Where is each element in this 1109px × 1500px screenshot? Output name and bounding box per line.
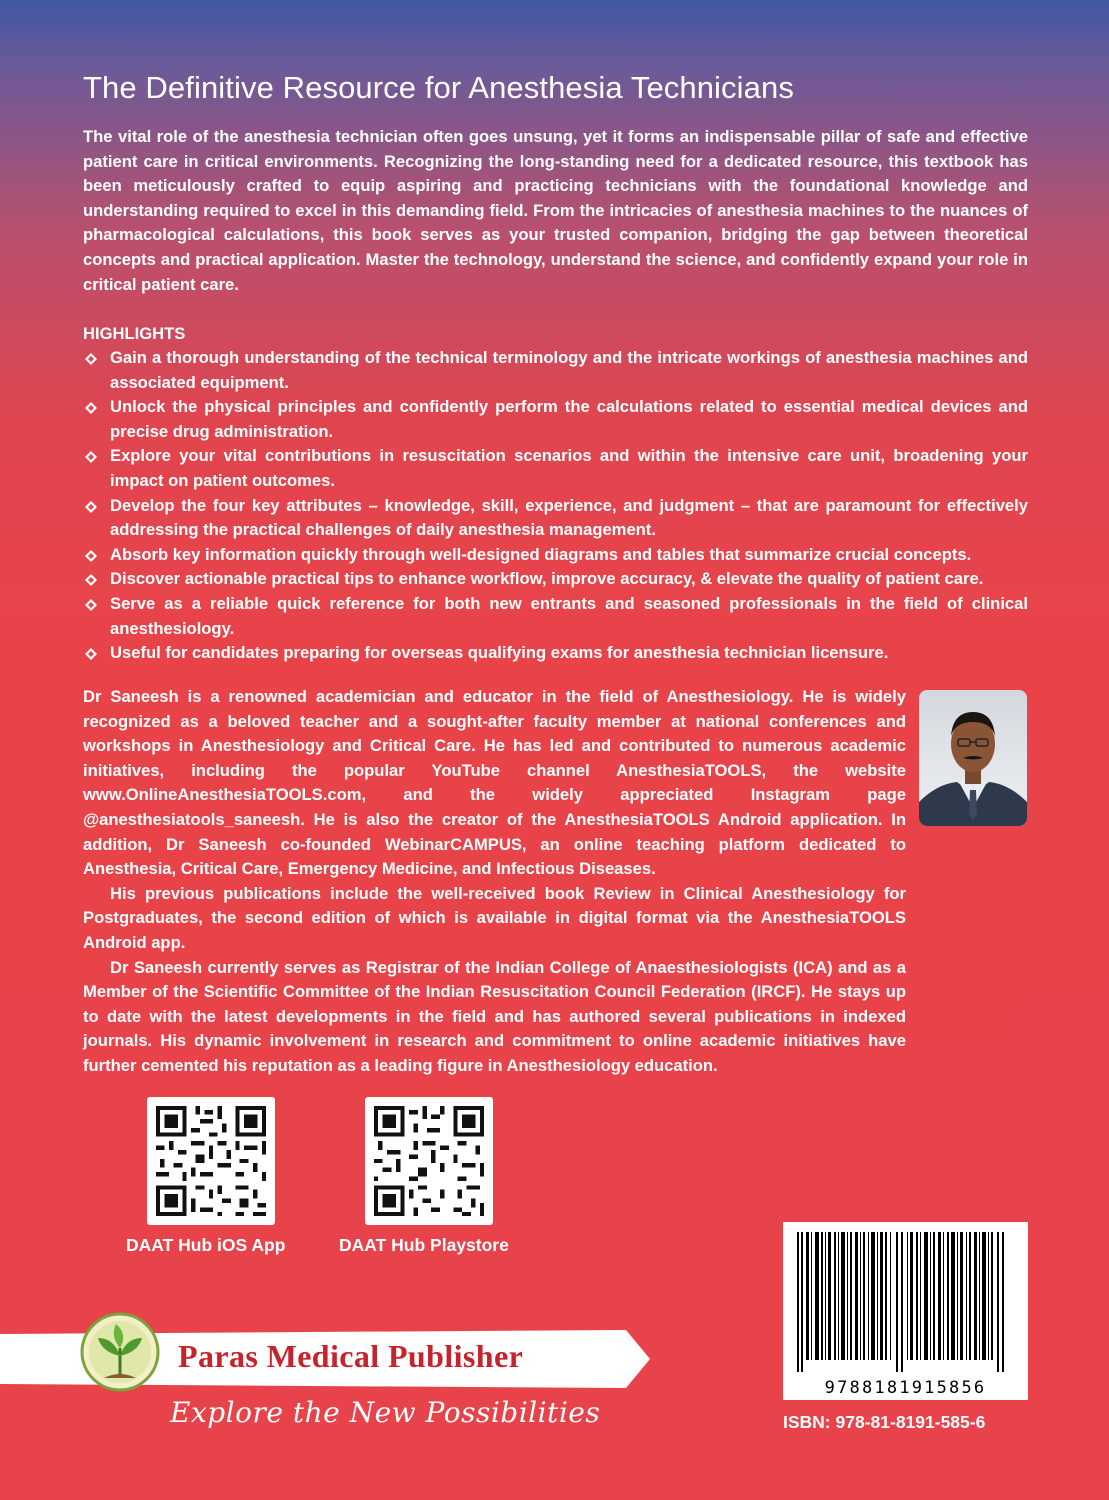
highlight-item [83, 567, 1028, 592]
highlight-text: Useful for candidates preparing for overseas qualifying exams for anesthesia technician licensure. [110, 643, 889, 663]
bio-paragraph-3: Dr Saneesh currently serves as Registrar of the Indian College of Anaesthesiologists (ICA) and as a Member of the Scientific Committee of the Indian Resuscitation Council Federation (IRCF). He stays up to date with the latest developments in the field and has authored several publications in indexed journals. His dynamic involvement in research and commitment to online academic initiatives have further cemented his reputation as a leading figure in Anesthesiology education. [83, 957, 906, 1075]
ios-app-label: DAAT Hub iOS App [126, 1235, 286, 1255]
diamond-bullet-icon [85, 402, 97, 414]
bio-paragraph-2: His previous publications include the well-received book Review in Clinical Anesthesiology for Postgraduates, the second edition of which is available in digital format via the AnesthesiaTOOLS Android app. [83, 883, 906, 952]
playstore-label: DAAT Hub Playstore [339, 1235, 509, 1255]
highlight-item [83, 592, 1028, 641]
bio-paragraph-1: Dr Saneesh is a renowned academician and educator in the field of Anesthesiology. He is widely recognized as a beloved teacher and a sought-after faculty member at national conferences and workshops in Anesthesiology and Critical Care. He has led and contributed to numerous academic initiatives, including the popular YouTube channel AnesthesiaTOOLS, the website www.OnlineAnesthesiaTOOLS.com, and the widely appreciated Instagram page @anesthesiatools_saneesh. He is also the creator of the AnesthesiaTOOLS Android application. In addition, Dr Saneesh co-founded WebinarCAMPUS, an online teaching platform dedicated to Anesthesia, Critical Care, Emergency Medicine, and Infectious Diseases. [83, 687, 906, 879]
playstore-qr-code[interactable] [365, 1097, 493, 1225]
highlight-text: Explore your vital contributions in resuscitation scenarios and within the intensive care unit, broadening your impact on patient outcomes. [110, 446, 1028, 490]
ios-app-qr-code[interactable] [147, 1097, 275, 1225]
highlights-heading: HIGHLIGHTS [83, 324, 186, 343]
highlight-text: Serve as a reliable quick reference for both new entrants and seasoned professionals in the field of clinical anesthesiology. [110, 593, 1028, 638]
diamond-bullet-icon [85, 501, 97, 513]
publisher-name: Paras Medical Publisher [178, 1338, 524, 1374]
highlight-item [83, 444, 1028, 493]
publisher-logo-icon [80, 1312, 160, 1392]
highlight-item [83, 395, 1028, 444]
highlight-item [83, 543, 1028, 568]
highlight-item [83, 641, 1028, 666]
diamond-bullet-icon [85, 599, 97, 611]
intro-paragraph: The vital role of the anesthesia technician often goes unsung, yet it forms an indispensable pillar of safe and effective patient care in critical environments. Recognizing the long-standing need for a dedicated resource, this textbook has been meticulously crafted to equip aspiring and practicing technicians with the foundational knowledge and understanding required to excel in this demanding field. From the intricacies of anesthesia machines to the nuances of pharmacological calculations, this book serves as your trusted companion, bridging the gap between theoretical concepts and practical application. Master the technology, understand the science, and confidently expand your role in critical patient care. [83, 127, 1028, 294]
highlight-item [83, 494, 1028, 543]
highlight-item [83, 346, 1028, 395]
author-photo [919, 690, 1027, 826]
barcode-digits: 9788181915856 [824, 1378, 987, 1398]
highlight-text: Discover actionable practical tips to enhance workflow, improve accuracy, & elevate the quality of patient care. [110, 569, 984, 589]
highlight-text: Develop the four key attributes – knowledge, skill, experience, and judgment – that are paramount for effectively addressing the practical challenges of daily anesthesia management. [110, 495, 1028, 540]
highlight-text: Gain a thorough understanding of the technical terminology and the intricate workings of anesthesia machines and associated equipment. [110, 348, 1028, 392]
isbn-barcode [783, 1222, 1028, 1400]
cover-title: The Definitive Resource for Anesthesia Technicians [83, 70, 794, 105]
diamond-bullet-icon [85, 550, 97, 562]
diamond-bullet-icon [85, 574, 97, 586]
diamond-bullet-icon [85, 648, 97, 660]
author-bio [83, 685, 906, 1079]
highlight-text: Unlock the physical principles and confidently perform the calculations related to essential medical devices and precise drug administration. [110, 397, 1028, 441]
isbn-number: ISBN: 978-81-8191-585-6 [783, 1412, 986, 1432]
publisher-tagline: Explore the New Possibilities [170, 1396, 601, 1429]
highlight-text: Absorb key information quickly through well-designed diagrams and tables that summarize crucial concepts. [110, 544, 972, 564]
barcode-bars [783, 1222, 1028, 1372]
highlights-list [83, 346, 1028, 666]
diamond-bullet-icon [85, 353, 97, 365]
diamond-bullet-icon [85, 451, 97, 463]
